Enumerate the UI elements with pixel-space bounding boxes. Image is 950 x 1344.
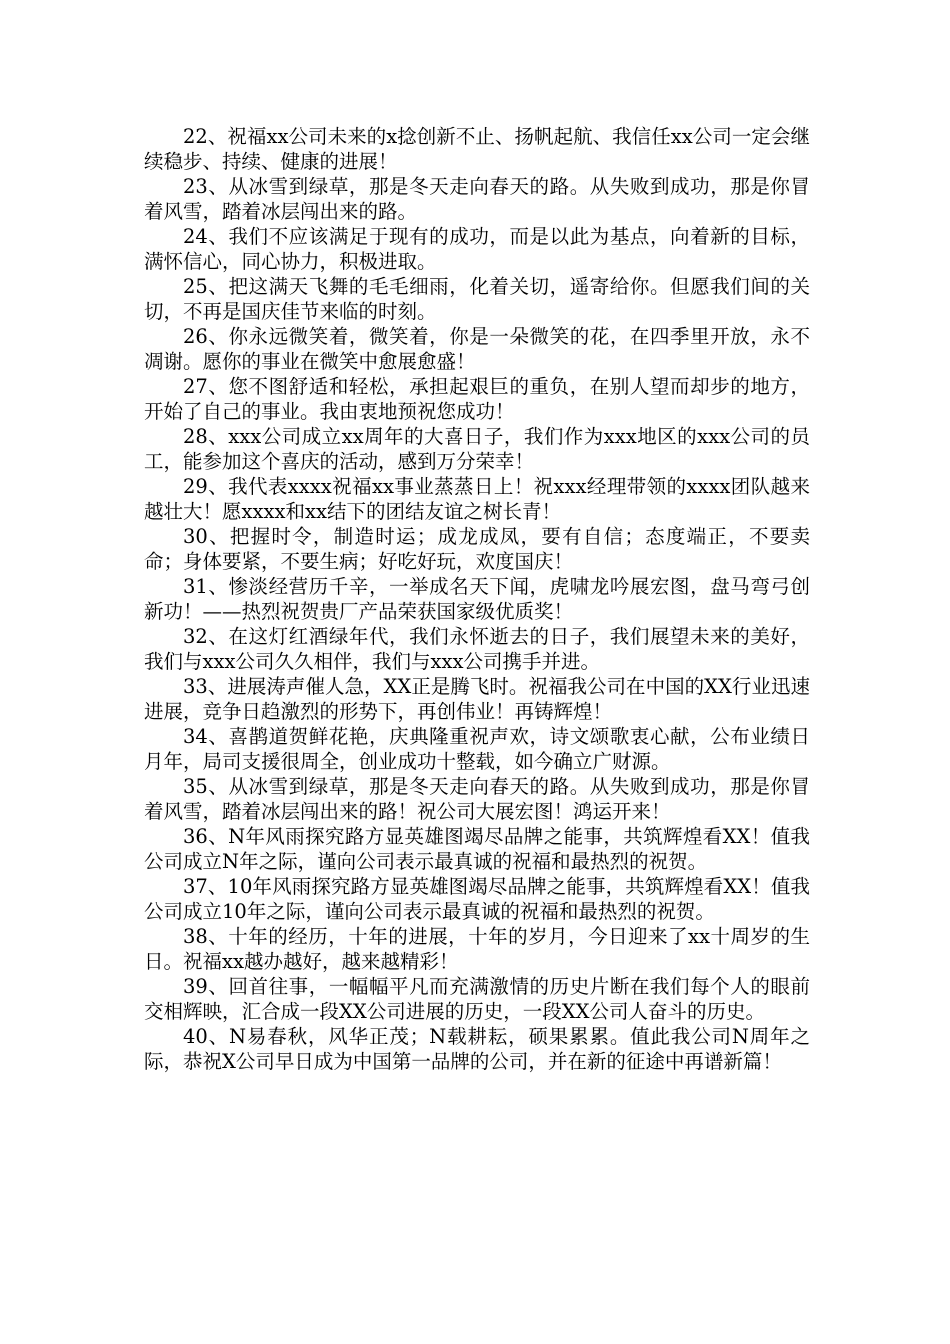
paragraph-34: 34、喜鹊道贺鲜花艳，庆典隆重祝声欢，诗文颂歌衷心献，公布业绩日月年，局司支援很周全，创业成功十整载，如今确立广财源。: [144, 725, 810, 773]
paragraph-22: 22、祝福xx公司未来的x捻创新不止、扬帆起航、我信任xx公司一定会继续稳步、持续、健康的进展！: [144, 125, 810, 173]
paragraph-37: 37、10年风雨探究路方显英雄图竭尽品牌之能事，共筑辉煌看XX！值我公司成立10年之际，谨向公司表示最真诚的祝福和最热烈的祝贺。: [144, 875, 810, 923]
paragraph-24: 24、我们不应该满足于现有的成功，而是以此为基点，向着新的目标，满怀信心，同心协力，积极进取。: [144, 225, 810, 273]
paragraph-35: 35、从冰雪到绿草，那是冬天走向春天的路。从失败到成功，那是你冒着风雪，踏着冰层闯出来的路！祝公司大展宏图！鸿运开来！: [144, 775, 810, 823]
paragraph-39: 39、回首往事，一幅幅平凡而充满激情的历史片断在我们每个人的眼前交相辉映，汇合成一段XX公司进展的历史，一段XX公司人奋斗的历史。: [144, 975, 810, 1023]
paragraph-27: 27、您不图舒适和轻松，承担起艰巨的重负，在别人望而却步的地方，开始了自己的事业。我由衷地预祝您成功！: [144, 375, 810, 423]
paragraph-36: 36、N年风雨探究路方显英雄图竭尽品牌之能事，共筑辉煌看XX！值我公司成立N年之际，谨向公司表示最真诚的祝福和最热烈的祝贺。: [144, 825, 810, 873]
document-body: [144, 124, 810, 1074]
paragraph-23: 23、从冰雪到绿草，那是冬天走向春天的路。从失败到成功，那是你冒着风雪，踏着冰层闯出来的路。: [144, 175, 810, 223]
paragraph-38: 38、十年的经历，十年的进展，十年的岁月，今日迎来了xx十周岁的生日。祝福xx越办越好，越来越精彩！: [144, 925, 810, 973]
paragraph-29: 29、我代表xxxx祝福xx事业蒸蒸日上！祝xxx经理带领的xxxx团队越来越壮大！愿xxxx和xx结下的团结友谊之树长青！: [144, 475, 810, 523]
paragraph-33: 33、进展涛声催人急，XX正是腾飞时。祝福我公司在中国的XX行业迅速进展，竞争日趋激烈的形势下，再创伟业！再铸辉煌！: [144, 675, 810, 723]
paragraph-40: 40、N易春秋，风华正茂；N载耕耘，硕果累累。值此我公司N周年之际，恭祝X公司早日成为中国第一品牌的公司，并在新的征途中再谱新篇！: [144, 1025, 810, 1073]
paragraph-32: 32、在这灯红酒绿年代，我们永怀逝去的日子，我们展望未来的美好，我们与xxx公司久久相伴，我们与xxx公司携手并进。: [144, 625, 810, 673]
paragraph-31: 31、惨淡经营历千辛，一举成名天下闻，虎啸龙吟展宏图，盘马弯弓创新功！——热烈祝贺贵厂产品荣获国家级优质奖！: [144, 575, 810, 623]
paragraph-25: 25、把这满天飞舞的毛毛细雨，化着关切，遥寄给你。但愿我们间的关切，不再是国庆佳节来临的时刻。: [144, 275, 810, 323]
paragraph-28: 28、xxx公司成立xx周年的大喜日子，我们作为xxx地区的xxx公司的员工，能参加这个喜庆的活动，感到万分荣幸！: [144, 425, 810, 473]
paragraph-26: 26、你永远微笑着，微笑着，你是一朵微笑的花，在四季里开放，永不凋谢。愿你的事业在微笑中愈展愈盛！: [144, 325, 810, 373]
paragraph-30: 30、把握时令，制造时运；成龙成凤，要有自信；态度端正，不要卖命；身体要紧，不要生病；好吃好玩，欢度国庆！: [144, 525, 810, 573]
